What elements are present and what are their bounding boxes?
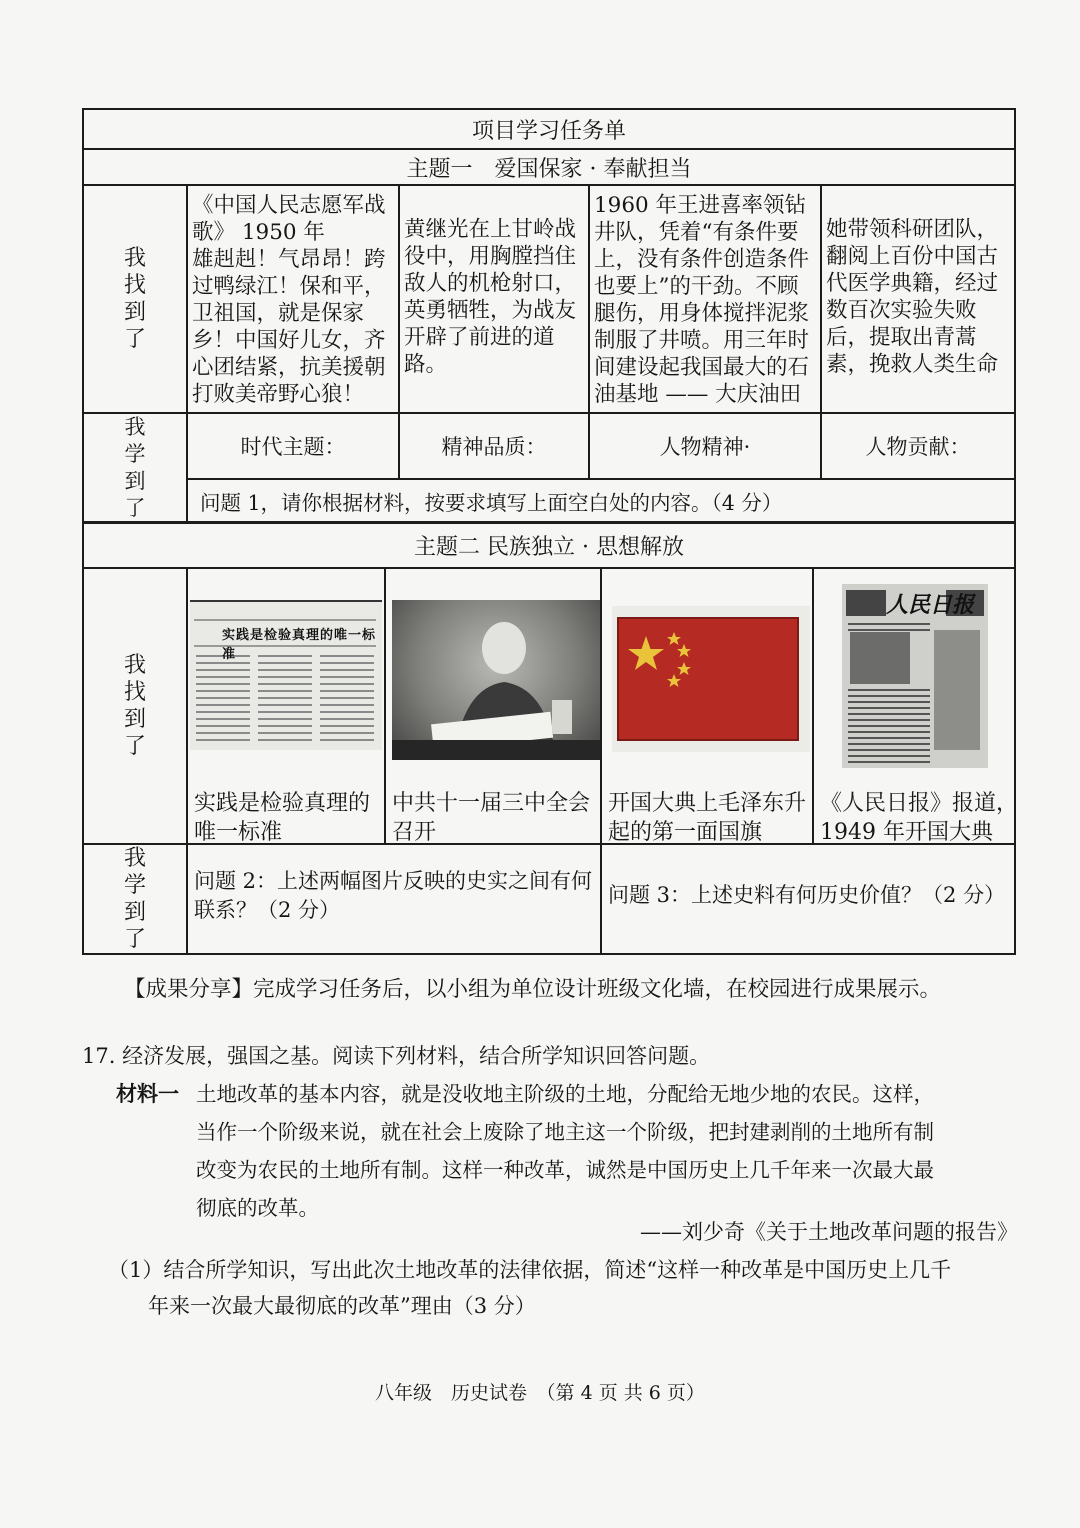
material-line-4: 彻底的改革。 (196, 1196, 319, 1220)
question-3: 问题 3：上述史料有何历史价值？（2 分） (601, 844, 1015, 954)
share-text: 【成果分享】完成学习任务后，以小组为单位设计班级文化墙，在校园进行成果展示。 (124, 977, 942, 1002)
page-footer: 八年级 历史试卷 （第 4 页 共 6 页） (375, 1382, 705, 1404)
renmin-ribao-image (842, 584, 988, 768)
question-2: 问题 2：上述两幅图片反映的史实之间有何联系？（2 分） (187, 844, 601, 954)
table1-title: 项目学习任务单 (83, 109, 1015, 149)
person-silhouette-icon (392, 600, 600, 760)
national-flag-image (612, 606, 810, 752)
row-label-learned-2: 我 学 到 了 (83, 844, 187, 954)
flag-icon (612, 606, 810, 752)
row-label-found: 我 找 到 了 (83, 185, 187, 413)
caption-flag: 开国大典上毛泽东升起的第一面国旗 (608, 791, 807, 845)
material-tu-youyou: 她带领科研团队，翻阅上百份中国古代医学典籍，经过数百次实验失败后，提取出青蒿素，挽救人类生命 (821, 185, 1015, 413)
material-line-1: 土地改革的基本内容，就是没收地主阶级的土地，分配给无地少地的农民。这样， (196, 1082, 934, 1106)
material-line-3: 改变为农民的土地所有制。这样一种改革，诚然是中国历史上几千年来一次最大最 (196, 1158, 934, 1182)
table1-theme: 主题一 爱国保家 · 奉献担当 (83, 149, 1015, 185)
caption-renmin: 《人民日报》报道，1949 年开国大典 (820, 791, 1019, 845)
material-line-2: 当作一个阶级来说，就在社会上废除了地主这一个阶级，把封建剥削的土地所有制 (196, 1120, 934, 1144)
row-label-learned: 我 学 到 了 (83, 413, 187, 523)
label-contribution: 人物贡献： (821, 413, 1015, 479)
material-source: ——刘少奇《关于土地改革问题的报告》 (640, 1220, 1018, 1244)
question-1: 问题 1，请你根据材料，按要求填写上面空白处的内容。（4 分） (187, 479, 1015, 523)
material-huang-jiguang: 黄继光在上甘岭战役中，用胸膛挡住敌人的机枪射口，英勇牺牲，为战友开辟了前进的道路。 (399, 185, 589, 413)
row-label-found-2: 我 找 到 了 (83, 568, 187, 844)
label-era-theme: 时代主题： (187, 413, 399, 479)
caption-practice: 实践是检验真理的唯一标准 (194, 791, 371, 845)
q17-sub1-line1: （1）结合所学知识，写出此次土地改革的法律依据，简述“这样一种改革是中国历史上几千 (108, 1258, 952, 1282)
newspaper-practice-image (190, 600, 382, 750)
plenum-photo (392, 600, 600, 760)
table2-theme: 主题二 民族独立 · 思想解放 (83, 522, 1015, 568)
q17-sub1-line2: 年来一次最大最彻底的改革”理由（3 分） (148, 1294, 536, 1318)
label-character-spirit: 人物精神· (589, 413, 821, 479)
newspaper-headline: 实践是检验真理的唯一标准 (222, 628, 377, 662)
material-wang-jinxi: 1960 年王进喜率领钻井队，凭着“有条件要上，没有条件创造条件也要上”的干劲。不顾腿伤，用身体搅拌泥浆制服了井喷。用三年时间建设起我国最大的石油基地 —— 大庆油田 (589, 185, 821, 413)
renmin-masthead: 人民日报 (886, 592, 975, 618)
q17-title: 17. 经济发展，强国之基。阅读下列材料，结合所学知识回答问题。 (82, 1044, 711, 1068)
task-table-1 (82, 108, 1016, 524)
material-song: 《中国人民志愿军战歌》 1950 年 雄赳赳！气昂昂！跨过鸭绿江！保和平，卫祖国，就是保家乡！中国好儿女，齐心团结紧，抗美援朝打败美帝野心狼！ (187, 185, 399, 413)
label-spirit-quality: 精神品质： (399, 413, 589, 479)
material-label: 材料一 (116, 1081, 179, 1106)
caption-plenum: 中共十一届三中全会召开 (392, 791, 591, 845)
